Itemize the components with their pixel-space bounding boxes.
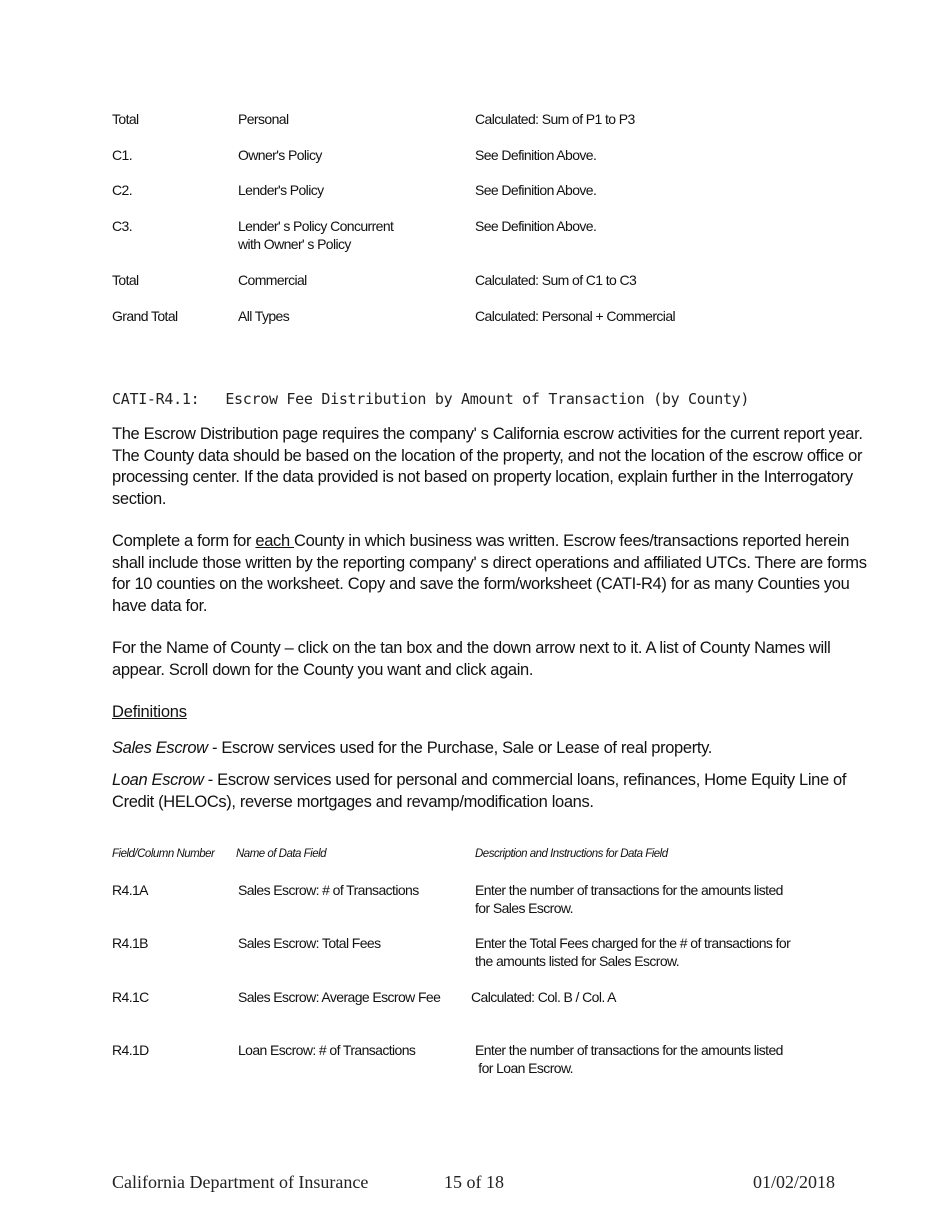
field-code: R4.1B bbox=[112, 935, 148, 951]
paragraph-forms-start: Complete a form for bbox=[112, 532, 256, 550]
footer-page-number: 15 of 18 bbox=[444, 1172, 504, 1192]
row-name: Lender' s Policy Concurrent bbox=[238, 218, 394, 234]
row-name: All Types bbox=[238, 308, 290, 324]
definition-term: Sales Escrow bbox=[112, 739, 208, 757]
field-name: Sales Escrow: # of Transactions bbox=[238, 882, 419, 898]
row-desc: See Definition Above. bbox=[475, 218, 597, 234]
header-field-number: Field/Column Number bbox=[112, 848, 215, 860]
definition-text: - Escrow services used for personal and commercial loans, refinances, Home Equity Line of Credit (HELOCs), reverse mortgages and revamp/modification loans. bbox=[112, 771, 847, 811]
footer-organization: California Department of Insurance bbox=[112, 1172, 369, 1192]
emphasis-each: each bbox=[255, 532, 295, 550]
row-desc: Calculated: Personal + Commercial bbox=[475, 308, 676, 324]
field-desc: Calculated: Col. B / Col. A bbox=[471, 989, 616, 1005]
field-desc: Enter the number of transactions for the amounts listed bbox=[475, 1042, 783, 1058]
paragraph-forms bbox=[112, 531, 882, 617]
row-code: C2. bbox=[112, 182, 132, 198]
field-desc: Enter the Total Fees charged for the # of transactions for bbox=[475, 935, 791, 951]
footer-date: 01/02/2018 bbox=[753, 1172, 836, 1192]
row-name: Owner's Policy bbox=[238, 147, 322, 163]
row-code: C1. bbox=[112, 147, 132, 163]
definition-sales-escrow bbox=[112, 738, 882, 760]
definition-text: - Escrow services used for the Purchase, Sale or Lease of real property. bbox=[207, 739, 712, 757]
row-code: Total bbox=[112, 111, 139, 127]
row-name: Commercial bbox=[238, 272, 307, 288]
paragraph-intro: The Escrow Distribution page requires the company' s California escrow activities for the current report year. The County data should be based on the location of the property, and not the location of the escrow office or processing center. If the data provided is not based on property location, explain further in the Interrogatory section. bbox=[112, 425, 863, 508]
section-heading bbox=[112, 390, 749, 408]
field-name: Sales Escrow: Average Escrow Fee bbox=[238, 989, 441, 1005]
row-desc: Calculated: Sum of P1 to P3 bbox=[475, 111, 635, 127]
paragraph-forms-rest: County in which business was written. Escrow fees/transactions reported herein shall include those written by the reporting company' s direct operations and affiliated UTCs. There are forms for 10 counties on the worksheet. Copy and save the form/worksheet (CATI-R4) for as many Counties you have data for. bbox=[112, 532, 867, 615]
field-desc-line2: for Sales Escrow. bbox=[475, 900, 573, 916]
row-name-line2: with Owner' s Policy bbox=[238, 236, 351, 252]
field-code: R4.1C bbox=[112, 989, 149, 1005]
row-desc: Calculated: Sum of C1 to C3 bbox=[475, 272, 637, 288]
field-code: R4.1A bbox=[112, 882, 148, 898]
section-id: CATI-R4.1: bbox=[112, 390, 200, 408]
section-title: Escrow Fee Distribution by Amount of Transaction (by County) bbox=[225, 390, 750, 408]
field-name: Sales Escrow: Total Fees bbox=[238, 935, 381, 951]
row-code: Grand Total bbox=[112, 308, 178, 324]
row-desc: See Definition Above. bbox=[475, 182, 597, 198]
field-name: Loan Escrow: # of Transactions bbox=[238, 1042, 416, 1058]
header-description: Description and Instructions for Data Field bbox=[475, 848, 668, 860]
definitions-heading: Definitions bbox=[112, 703, 187, 721]
row-desc: See Definition Above. bbox=[475, 147, 597, 163]
definition-loan-escrow bbox=[112, 770, 882, 813]
field-desc-line2: for Loan Escrow. bbox=[475, 1060, 573, 1076]
row-name: Personal bbox=[238, 111, 289, 127]
header-field-name: Name of Data Field bbox=[236, 848, 327, 860]
field-desc: Enter the number of transactions for the amounts listed bbox=[475, 882, 783, 898]
row-code: C3. bbox=[112, 218, 132, 234]
row-name: Lender's Policy bbox=[238, 182, 324, 198]
row-code: Total bbox=[112, 272, 139, 288]
paragraph-county-instructions: For the Name of County – click on the tan box and the down arrow next to it. A list of County Names will appear. Scroll down for the County you want and click again. bbox=[112, 639, 831, 679]
field-desc-line2: the amounts listed for Sales Escrow. bbox=[475, 953, 680, 969]
definition-term: Loan Escrow bbox=[112, 771, 204, 789]
field-code: R4.1D bbox=[112, 1042, 149, 1058]
